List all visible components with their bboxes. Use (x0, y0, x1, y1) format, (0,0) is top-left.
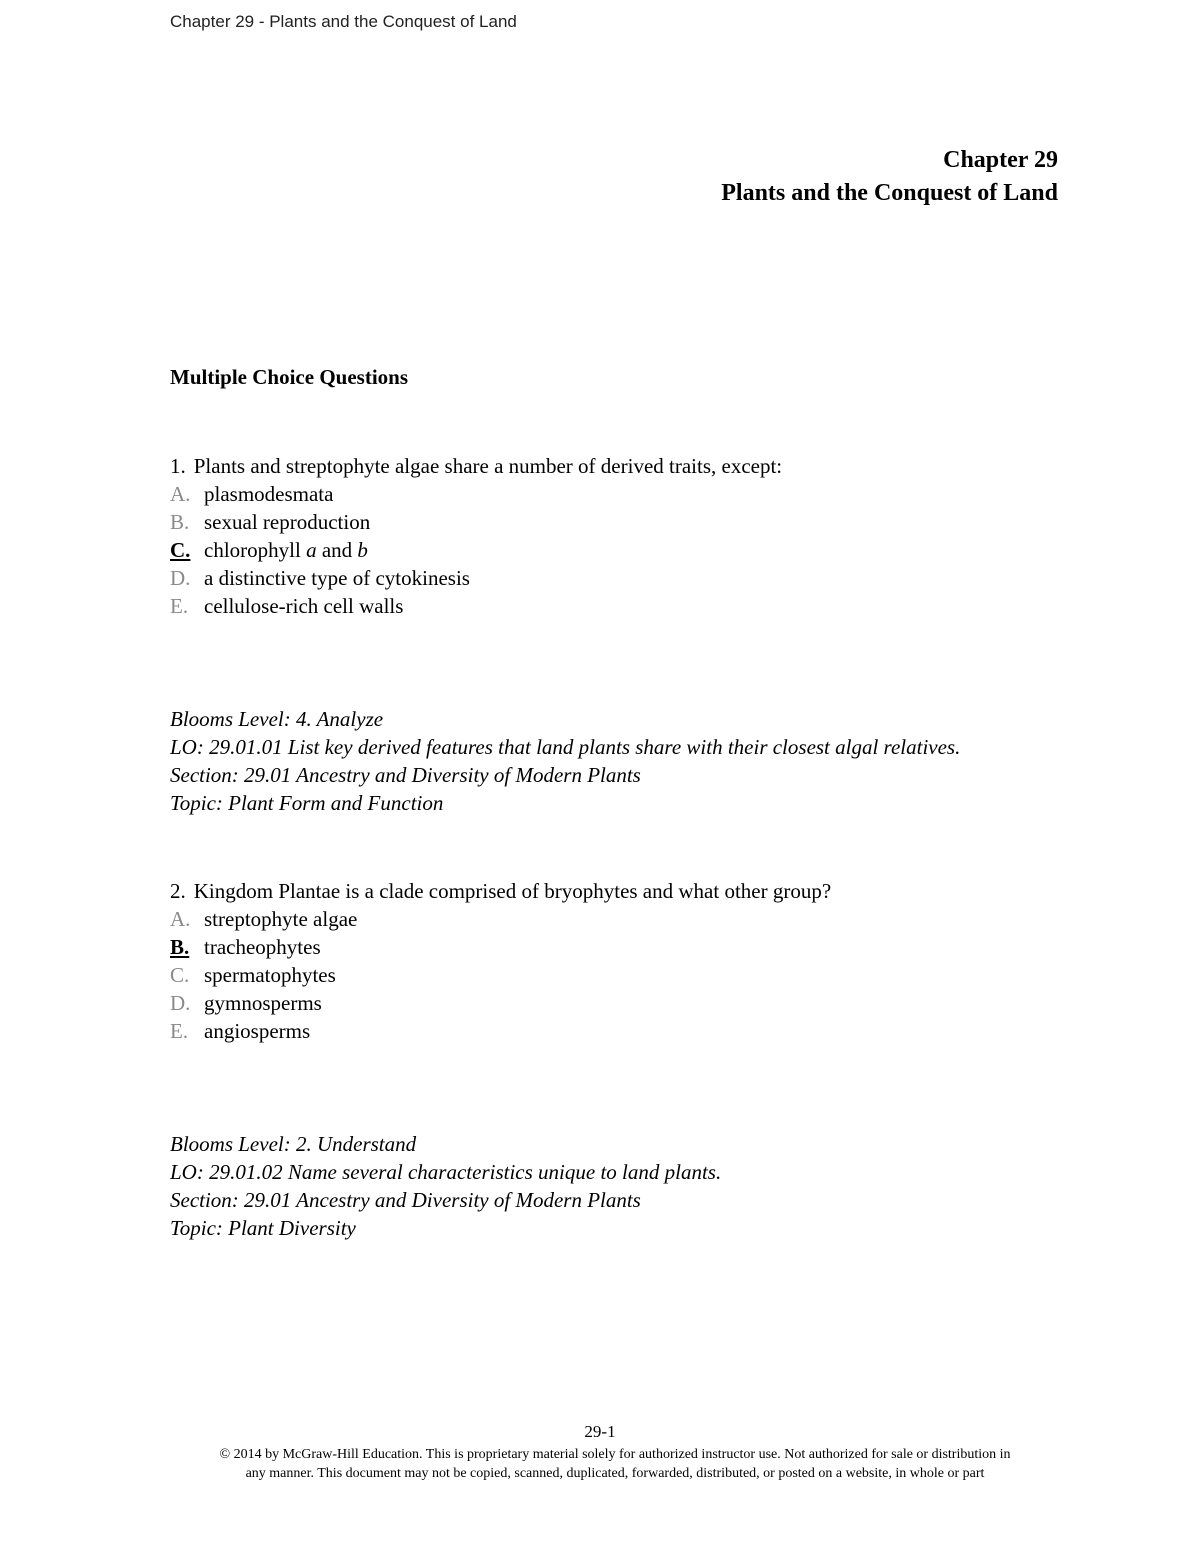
choice-text: sexual reproduction (204, 510, 371, 534)
question-text: Kingdom Plantae is a clade comprised of bryophytes and what other group? (193, 879, 832, 903)
choice-text: spermatophytes (204, 963, 336, 987)
choice-text: gymnosperms (204, 991, 322, 1015)
topic: Topic: Plant Form and Function (170, 791, 444, 815)
question-2 (170, 877, 831, 1045)
section-reference: Section: 29.01 Ancestry and Diversity of Modern Plants (170, 763, 641, 787)
choice-text: plasmodesmata (204, 482, 334, 506)
choice-letter: C. (170, 963, 190, 987)
section-heading: Multiple Choice Questions (170, 365, 409, 389)
chapter-number: Chapter 29 (943, 147, 1058, 173)
copyright-line-1: © 2014 by McGraw-Hill Education. This is proprietary material solely for authorized instructor use. Not authorized for sale or distribution in (219, 1447, 1011, 1462)
chapter-title (721, 144, 1058, 210)
running-header: Chapter 29 - Plants and the Conquest of Land (170, 12, 517, 31)
question-text: Plants and streptophyte algae share a number of derived traits, except: (193, 454, 783, 478)
copyright-notice (170, 1445, 1060, 1483)
choice-text: tracheophytes (204, 935, 321, 959)
learning-objective: LO: 29.01.02 Name several characteristics unique to land plants. (170, 1160, 722, 1184)
question-number: 1. (170, 454, 186, 478)
copyright-line-2: any manner. This document may not be copied, scanned, duplicated, forwarded, distributed, or posted on a website, in whole or part (245, 1466, 985, 1481)
choice-text: a distinctive type of cytokinesis (204, 566, 470, 590)
question-1-metadata (170, 705, 960, 817)
choice-a (170, 905, 831, 933)
blooms-level: Blooms Level: 4. Analyze (170, 707, 384, 731)
choice-letter: E. (170, 1019, 189, 1043)
topic: Topic: Plant Diversity (170, 1216, 356, 1240)
choice-e (170, 592, 782, 620)
choice-letter: B. (170, 510, 190, 534)
choice-a (170, 480, 782, 508)
question-stem (170, 452, 782, 480)
choice-text: streptophyte algae (204, 907, 358, 931)
choice-e (170, 1017, 831, 1045)
chapter-name: Plants and the Conquest of Land (721, 180, 1058, 206)
section-reference: Section: 29.01 Ancestry and Diversity of Modern Plants (170, 1188, 641, 1212)
question-stem (170, 877, 831, 905)
choice-letter: D. (170, 566, 191, 590)
choice-b (170, 933, 831, 961)
correct-answer-letter: B. (170, 935, 190, 959)
learning-objective: LO: 29.01.01 List key derived features that land plants share with their closest algal relatives. (170, 735, 961, 759)
question-2-metadata (170, 1130, 721, 1242)
blooms-level: Blooms Level: 2. Understand (170, 1132, 417, 1156)
correct-answer-letter: C. (170, 538, 191, 562)
choice-text: cellulose-rich cell walls (204, 594, 404, 618)
choice-letter: A. (170, 907, 191, 931)
choice-letter: A. (170, 482, 191, 506)
question-number: 2. (170, 879, 186, 903)
choice-c (170, 536, 782, 564)
choice-c (170, 961, 831, 989)
page-number: 29-1 (584, 1422, 616, 1441)
choice-d (170, 989, 831, 1017)
choice-text: chlorophyll a and b (204, 538, 368, 562)
choice-text: angiosperms (204, 1019, 311, 1043)
choice-letter: E. (170, 594, 189, 618)
question-1 (170, 452, 782, 620)
choice-b (170, 508, 782, 536)
choice-letter: D. (170, 991, 191, 1015)
choice-d (170, 564, 782, 592)
